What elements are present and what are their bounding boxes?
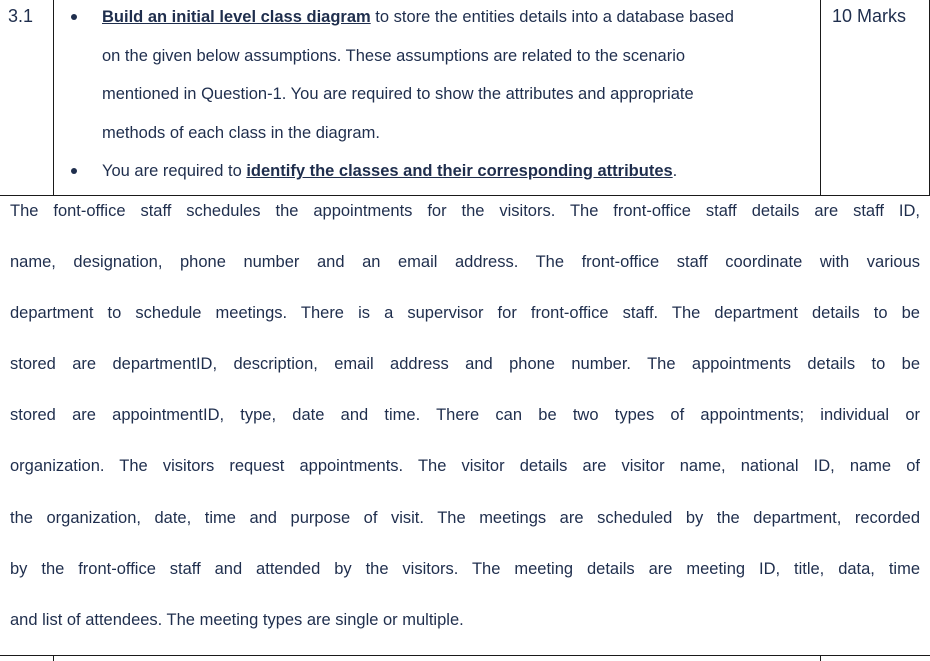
scenario-line: stored are departmentID, description, email address and phone number. The appointments details to be [10,355,920,374]
scenario-line: and list of attendees. The meeting types are single or multiple. [10,610,464,629]
next-row-divider-right [820,655,821,661]
question-table [0,0,930,196]
bullet-1-emphasis: Build an initial level class diagram [102,8,371,26]
next-table-row [0,655,930,661]
bullet-icon [71,168,77,174]
scenario-paragraph [10,186,920,646]
bullet-2-emphasis: identify the classes and their corresponding attributes [246,162,673,180]
scenario-line: The font-office staff schedules the appointments for the visitors. The front-office staff details are staff ID, [10,202,920,220]
scenario-line: by the front-office staff and attended by the visitors. The meeting details are meeting ID, title, data, time [10,559,920,578]
scenario-line: department to schedule meetings. There is a supervisor for front-office staff. The department details to be [10,304,920,323]
bullet-1-text [102,0,810,152]
scenario-line: organization. The visitors request appointments. The visitor details are visitor name, national ID, name of [10,457,920,476]
question-number: 3.1 [8,6,34,26]
bullet-2-suffix: . [672,162,678,180]
bullet-1-line-1-rest: to store the entities details into a database based [370,8,734,26]
column-divider-left [53,0,54,196]
bullet-2-text [102,152,810,191]
bullet-1-line-2: on the given below assumptions. These assumptions are related to the scenario [102,46,686,65]
bullet-icon [71,14,77,20]
bullet-2-prefix: You are required to [102,162,247,180]
next-row-top-border [0,655,930,656]
bullet-1-line-1 [102,0,810,37]
scenario-line: the organization, date, time and purpose of visit. The meetings are scheduled by the department, recorded [10,508,920,527]
marks-label: 10 Marks [832,6,907,26]
scenario-line: name, designation, phone number and an email address. The front-office staff coordinate with various [10,253,920,272]
scenario-line: stored are appointmentID, type, date and time. There can be two types of appointments; individual or [10,406,920,425]
column-divider-right [820,0,821,196]
bullet-1-line-3: mentioned in Question-1. You are required to show the attributes and appropriate [102,85,694,103]
next-row-divider-left [53,655,54,661]
bullet-1-line-4: methods of each class in the diagram. [102,123,380,142]
